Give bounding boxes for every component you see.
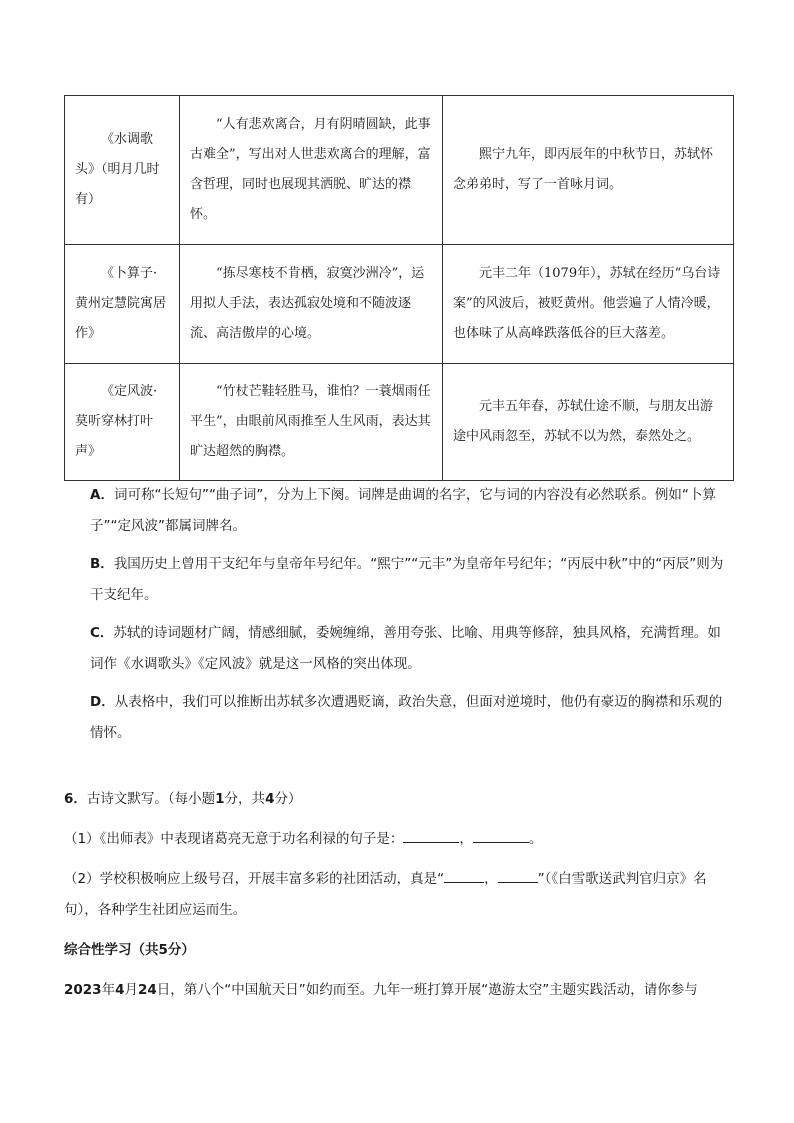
intro-text: 日，第八个“中国航天日”如约而至。九年一班打算开展“遨游太空”主题实践活动，请你参与 xyxy=(156,982,698,998)
intro-part: 年 xyxy=(101,982,116,998)
table-row xyxy=(65,364,734,481)
option-label: B． xyxy=(90,556,114,572)
question-6 xyxy=(64,784,730,1015)
question-6-heading xyxy=(64,784,730,815)
sub-question-1-end: 。 xyxy=(528,831,543,847)
option-label: A． xyxy=(90,487,114,503)
sub-question-2-end: ”（《白雪歌送武判官归京》名句），各种学生社团应运而生。 xyxy=(64,871,707,918)
option-text: 从表格中，我们可以推断出苏轼多次遭遇贬谪，政治失意，但面对逆境时，他仍有豪迈的胸襟和乐观的情怀。 xyxy=(90,694,723,741)
poem-title-cell: 《定风波·莫听穿林打叶声》 xyxy=(65,364,180,481)
answer-blank[interactable] xyxy=(444,868,484,883)
option-c[interactable] xyxy=(64,618,730,680)
option-text: 我国历史上曾用干支纪年与皇帝年号纪年。“熙宁”“元丰”为皇帝年号纪年；“丙辰中秋”中的“丙辰”则为干支纪年。 xyxy=(90,556,724,603)
sub-question-2-text: （2）学校积极响应上级号召，开展丰富多彩的社团活动，真是“ xyxy=(64,871,445,887)
poem-background-cell: 熙宁九年，即丙辰年的中秋节日，苏轼怀念弟弟时，写了一首咏月词。 xyxy=(443,96,734,245)
poem-background-cell: 元丰二年（1079年），苏轼在经历“乌台诗案”的风波后，被贬黄州。他尝遍了人情冷暖，也体味了从高峰跌落低谷的巨大落差。 xyxy=(443,245,734,364)
section-heading xyxy=(64,935,730,966)
day: 24 xyxy=(137,982,157,998)
answer-blank[interactable] xyxy=(403,828,459,843)
option-text: 苏轼的诗词题材广阔，情感细腻，委婉缠绵，善用夸张、比喻、用典等修辞，独具风格，充满哲理。如词作《水调歌头》《定风波》就是这一风格的突出体现。 xyxy=(90,625,721,672)
option-text: 词可称“长短句”“曲子词”，分为上下阕。词牌是曲调的名字，它与词的内容没有必然联系。例如“卜算子”“定风波”都属词牌名。 xyxy=(90,487,716,534)
option-a[interactable] xyxy=(64,480,730,542)
section-score: 5 xyxy=(158,942,168,958)
score-per-item: 1 xyxy=(215,791,225,807)
poem-background-cell: 元丰五年春，苏轼仕途不顺，与朋友出游途中风雨忽至，苏轼不以为然，泰然处之。 xyxy=(443,364,734,481)
answer-blank[interactable] xyxy=(498,868,538,883)
sub-question-2 xyxy=(64,864,730,926)
poem-title-cell: 《水调歌头》（明月几时有） xyxy=(65,96,180,245)
question-text-end: 分） xyxy=(274,791,302,807)
separator: ， xyxy=(459,831,473,847)
month: 4 xyxy=(115,982,125,998)
option-b[interactable] xyxy=(64,549,730,611)
poem-title-cell: 《卜算子·黄州定慧院寓居作》 xyxy=(65,245,180,364)
poem-table xyxy=(64,95,734,481)
poem-content-cell: “拣尽寒枝不肯栖，寂寞沙洲冷”，运用拟人手法，表达孤寂处境和不随波逐流、高洁傲岸的心境。 xyxy=(180,245,443,364)
poem-content-cell: “竹杖芒鞋轻胜马，谁怕？一蓑烟雨任平生”，由眼前风雨推至人生风雨，表达其旷达超然的胸襟。 xyxy=(180,364,443,481)
option-d[interactable] xyxy=(64,687,730,749)
score-total: 4 xyxy=(265,791,275,807)
sub-question-1 xyxy=(64,824,730,855)
table-row xyxy=(65,245,734,364)
question-number: 6． xyxy=(64,791,87,807)
sub-question-1-text: （1）《出师表》中表现诸葛亮无意于功名利禄的句子是： xyxy=(64,831,404,847)
year: 2023 xyxy=(64,982,102,998)
question-text-mid: 分，共 xyxy=(224,791,266,807)
option-label: C． xyxy=(90,625,114,641)
intro-part: 月 xyxy=(124,982,138,998)
option-label: D． xyxy=(90,694,115,710)
section-title: 综合性学习（共 xyxy=(64,942,159,958)
answer-blank[interactable] xyxy=(473,828,529,843)
poem-content-cell: “人有悲欢离合，月有阴晴圆缺，此事古难全”，写出对人世悲欢离合的理解，富含哲理，同时也展现其洒脱、旷达的襟怀。 xyxy=(180,96,443,245)
section-intro xyxy=(64,975,730,1006)
question-text: 古诗文默写。（每小题 xyxy=(86,791,216,807)
table-row xyxy=(65,96,734,245)
section-title-end: 分） xyxy=(167,942,195,958)
separator: ， xyxy=(484,871,498,887)
answer-options xyxy=(64,480,730,756)
